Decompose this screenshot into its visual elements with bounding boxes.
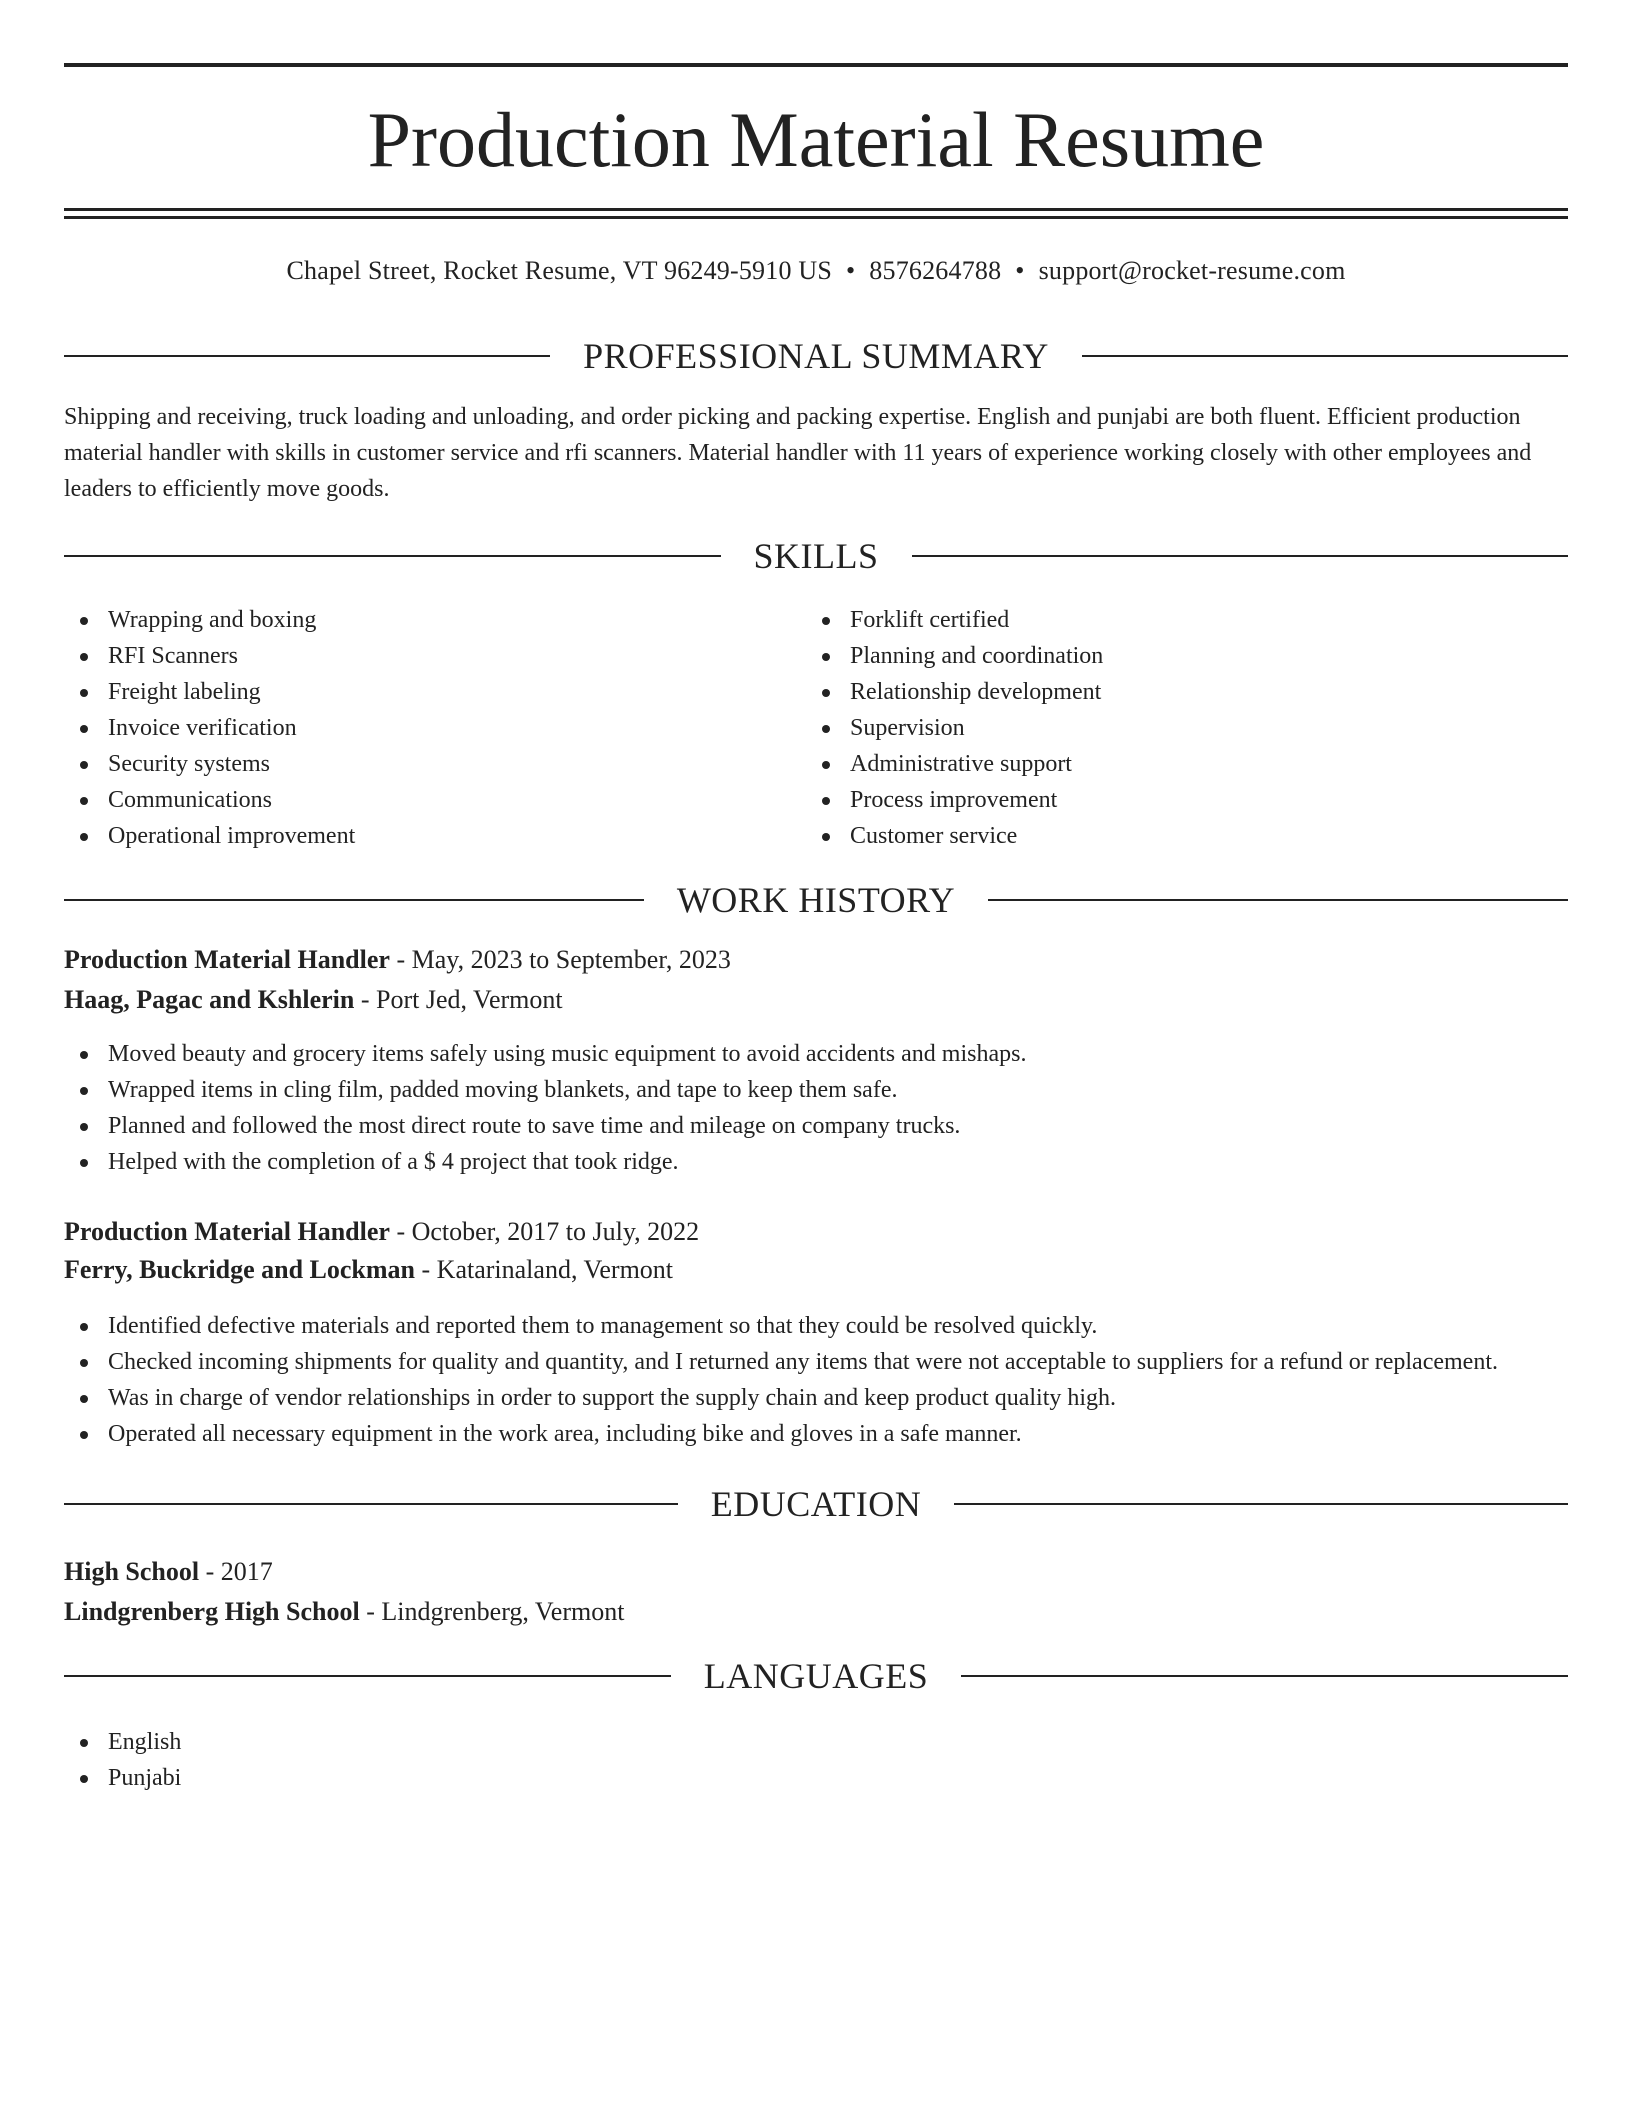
job-title: Production Material Handler: [64, 1217, 390, 1246]
skill-item: Invoice verification: [64, 710, 764, 746]
job-location: - Port Jed, Vermont: [354, 985, 563, 1014]
job-title: Production Material Handler: [64, 945, 390, 974]
language-item: Punjabi: [64, 1760, 1592, 1796]
title-rule-lower: [64, 216, 1568, 219]
contact-email: support@rocket-resume.com: [1038, 256, 1346, 285]
job-dates: - May, 2023 to September, 2023: [389, 945, 731, 974]
languages-heading: [64, 1654, 1568, 1698]
skills-column-left: [64, 602, 764, 854]
contact-address: Chapel Street, Rocket Resume, VT 96249-5910 US: [286, 256, 832, 285]
skill-item: Process improvement: [806, 782, 1506, 818]
heading-rule-right: [961, 1675, 1568, 1677]
heading-rule-left: [64, 1675, 671, 1677]
job-dates: - October, 2017 to July, 2022: [389, 1217, 700, 1246]
job-bullet: Moved beauty and grocery items safely using music equipment to avoid accidents and mishaps.: [64, 1036, 1592, 1072]
contact-line: [64, 254, 1568, 288]
education-school: Lindgrenberg High School: [64, 1597, 360, 1626]
work-heading-label: WORK HISTORY: [676, 880, 956, 920]
heading-rule-left: [64, 1503, 678, 1505]
job-company-line: [64, 1252, 1568, 1288]
heading-rule-left: [64, 899, 644, 901]
heading-rule-right: [1082, 355, 1568, 357]
skills-heading: [64, 534, 1568, 578]
job-bullet: Operated all necessary equipment in the work area, including bike and gloves in a safe manner.: [64, 1416, 1592, 1452]
skill-item: Forklift certified: [806, 602, 1506, 638]
summary-heading: [64, 334, 1568, 378]
work-heading: [64, 878, 1568, 922]
job-bullet: Was in charge of vendor relationships in order to support the supply chain and keep product quality high.: [64, 1380, 1592, 1416]
skill-item: Relationship development: [806, 674, 1506, 710]
job-company: Haag, Pagac and Kshlerin: [64, 985, 355, 1014]
skill-item: Communications: [64, 782, 764, 818]
skill-item: Supervision: [806, 710, 1506, 746]
contact-separator: •: [845, 256, 856, 285]
skill-item: Security systems: [64, 746, 764, 782]
skills-column-right: [806, 602, 1506, 854]
heading-rule-right: [988, 899, 1568, 901]
heading-rule-left: [64, 355, 550, 357]
job-company-line: [64, 982, 1568, 1018]
top-rule: [64, 63, 1568, 67]
contact-phone: 8576264788: [869, 256, 1002, 285]
job-company: Ferry, Buckridge and Lockman: [64, 1255, 416, 1284]
job-bullets: [64, 1308, 1592, 1452]
summary-text: Shipping and receiving, truck loading and unloading, and order picking and packing expertise. English and punjabi are both fluent. Efficient production material handler with skills in customer service and rfi scanners. Material handler with 11 years of experience working closely with other employees and leaders to efficiently move goods.: [64, 404, 1532, 502]
resume-title: Production Material Resume: [367, 96, 1265, 183]
skill-item: Operational improvement: [64, 818, 764, 854]
skill-item: RFI Scanners: [64, 638, 764, 674]
education-location: - Lindgrenberg, Vermont: [359, 1597, 625, 1626]
job-bullet: Planned and followed the most direct route to save time and mileage on company trucks.: [64, 1108, 1592, 1144]
languages-heading-label: LANGUAGES: [703, 1656, 929, 1696]
education-degree-line: [64, 1554, 1568, 1590]
job-location: - Katarinaland, Vermont: [415, 1255, 674, 1284]
skills-heading-label: SKILLS: [753, 536, 879, 576]
job-title-line: [64, 942, 1568, 978]
title-rule-upper: [64, 208, 1568, 211]
languages-list: [64, 1724, 1592, 1796]
education-heading-label: EDUCATION: [710, 1484, 922, 1524]
heading-rule-right: [912, 555, 1569, 557]
skill-item: Administrative support: [806, 746, 1506, 782]
job-bullet: Checked incoming shipments for quality and quantity, and I returned any items that were not acceptable to suppliers for a refund or replacement.: [64, 1344, 1592, 1380]
job-bullet: Identified defective materials and reported them to management so that they could be resolved quickly.: [64, 1308, 1592, 1344]
skill-item: Wrapping and boxing: [64, 602, 764, 638]
job-bullet: Helped with the completion of a $ 4 project that took ridge.: [64, 1144, 1592, 1180]
job-bullet: Wrapped items in cling film, padded moving blankets, and tape to keep them safe.: [64, 1072, 1592, 1108]
education-school-line: [64, 1594, 1568, 1630]
skill-item: Freight labeling: [64, 674, 764, 710]
contact-separator: •: [1015, 256, 1025, 285]
skill-item: Planning and coordination: [806, 638, 1506, 674]
language-item: English: [64, 1724, 1592, 1760]
skill-item: Customer service: [806, 818, 1506, 854]
education-heading: [64, 1482, 1568, 1526]
job-title-line: [64, 1214, 1568, 1250]
heading-rule-right: [954, 1503, 1568, 1505]
education-degree: High School: [64, 1557, 200, 1586]
summary-heading-label: PROFESSIONAL SUMMARY: [583, 336, 1049, 376]
education-year: - 2017: [199, 1557, 273, 1586]
heading-rule-left: [64, 555, 721, 557]
job-bullets: [64, 1036, 1592, 1180]
